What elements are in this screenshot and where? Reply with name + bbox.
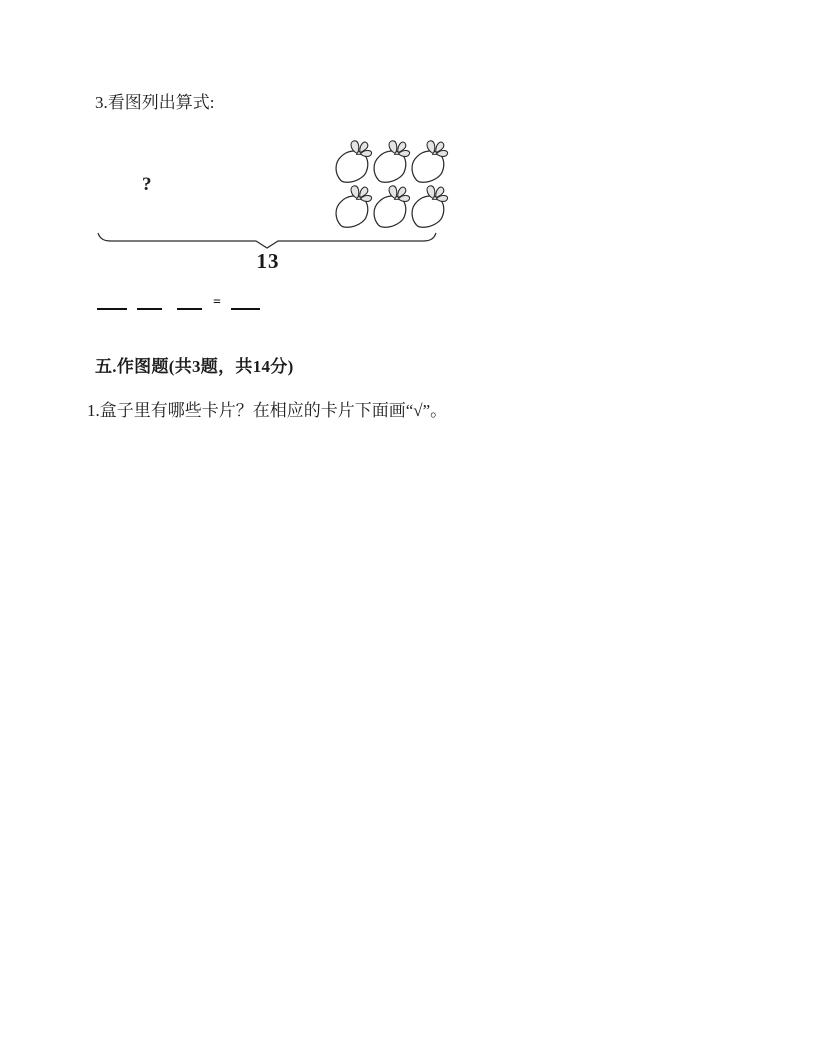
equation-answer-row [97,294,260,310]
radish-icon [372,138,410,183]
radish-icon [410,183,448,228]
question-3-figure [90,130,460,285]
unknown-quantity-label: ? [142,174,152,195]
radish-icon [334,138,372,183]
section-5-heading: 五.作图题(共3题，共14分) [95,357,294,376]
underbrace-icon [97,232,437,250]
radish-icon [410,138,448,183]
brace-total-label: 13 [256,249,280,273]
radish-icon [372,183,410,228]
answer-blank-3[interactable] [177,294,202,310]
answer-blank-2[interactable] [137,294,162,310]
answer-blank-1[interactable] [97,294,127,310]
radish-group [334,138,448,228]
question-3-prompt: 3.看图列出算式: [95,93,215,112]
question-1-prompt: 1.盒子里有哪些卡片？在相应的卡片下面画“√”。 [87,401,448,420]
answer-blank-4[interactable] [231,294,260,310]
equals-sign: = [213,295,221,310]
radish-icon [334,183,372,228]
